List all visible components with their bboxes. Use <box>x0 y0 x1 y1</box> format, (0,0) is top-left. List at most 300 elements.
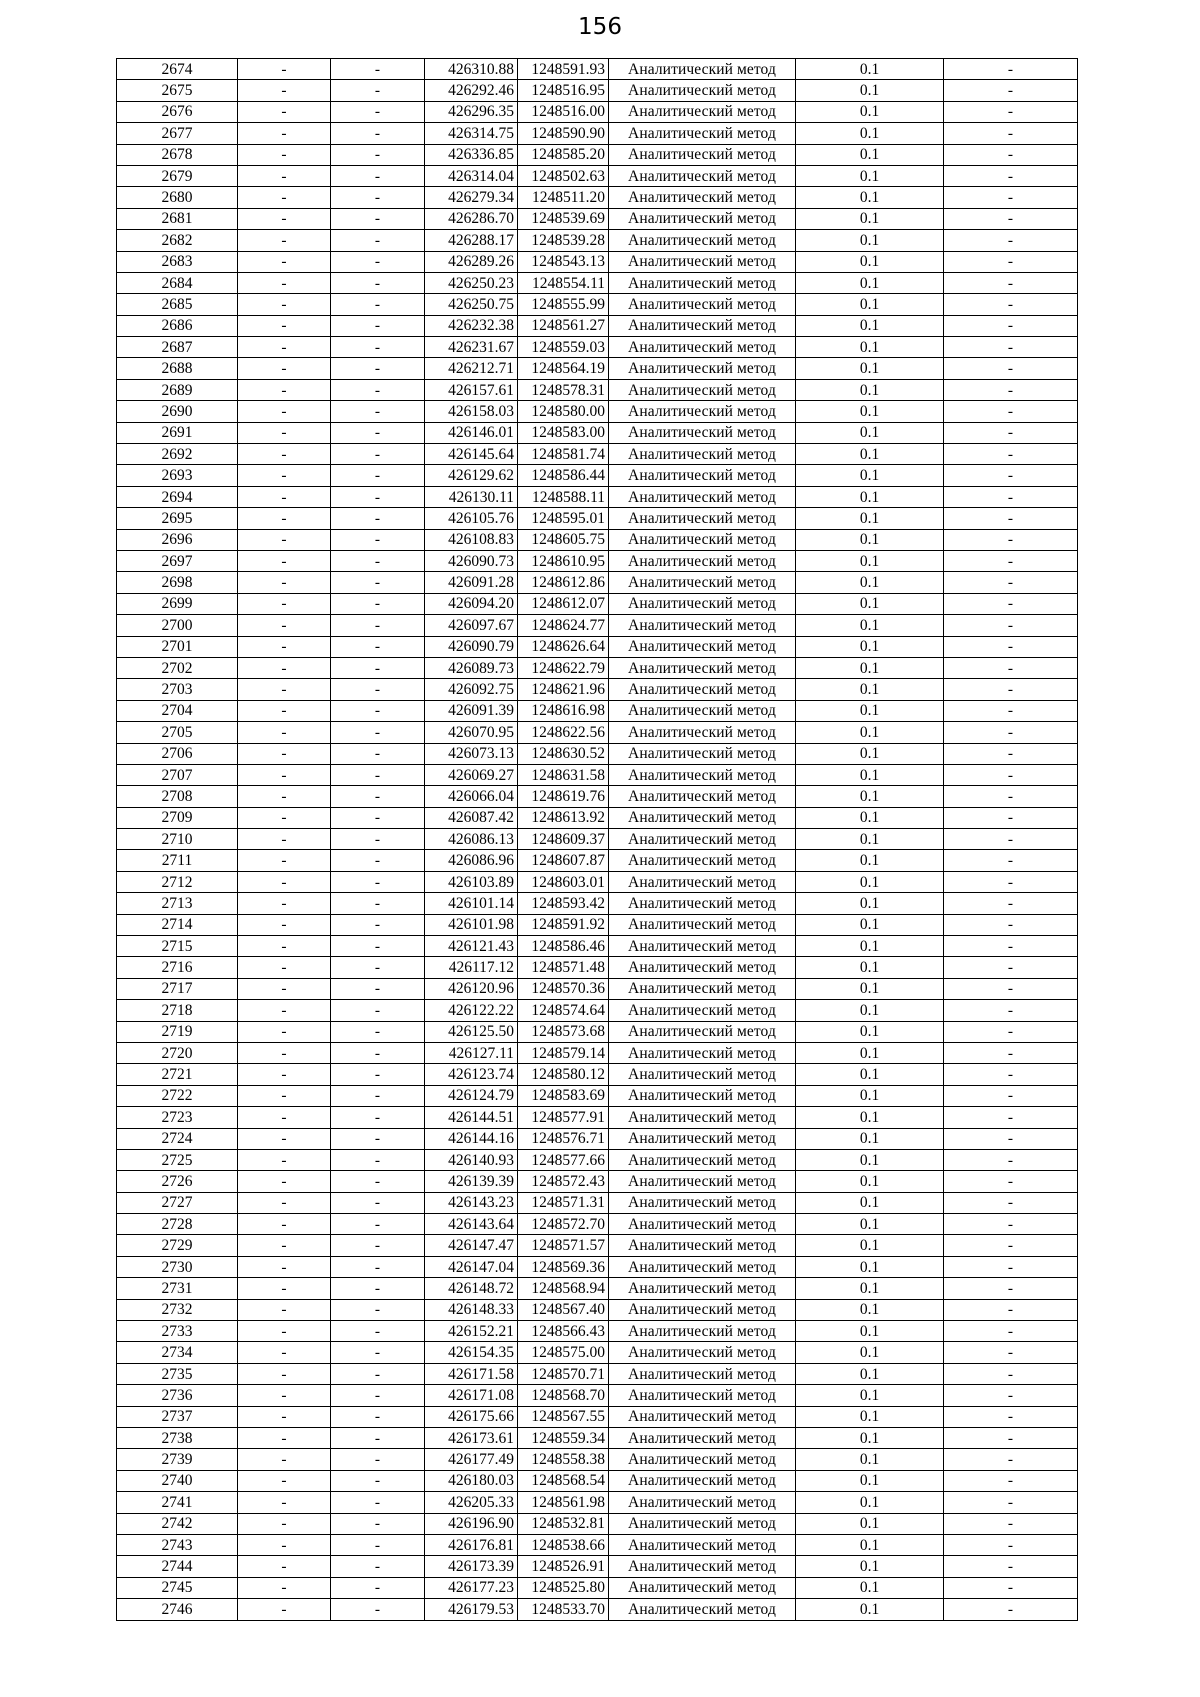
x-coordinate-cell: 426147.47 <box>425 1235 518 1256</box>
table-row <box>117 1385 1078 1406</box>
table-row <box>117 1192 1078 1213</box>
method-cell: Аналитический метод <box>609 101 796 122</box>
accuracy-cell: 0.1 <box>796 1149 944 1170</box>
table-row <box>117 550 1078 571</box>
dash-cell: - <box>331 936 425 957</box>
dash-cell: - <box>238 401 331 422</box>
dash-cell: - <box>944 572 1078 593</box>
point-number-cell: 2686 <box>117 315 238 336</box>
point-number-cell: 2685 <box>117 294 238 315</box>
dash-cell: - <box>238 978 331 999</box>
point-number-cell: 2675 <box>117 80 238 101</box>
x-coordinate-cell: 426180.03 <box>425 1470 518 1491</box>
accuracy-cell: 0.1 <box>796 936 944 957</box>
x-coordinate-cell: 426073.13 <box>425 743 518 764</box>
table-row <box>117 123 1078 144</box>
dash-cell: - <box>331 1492 425 1513</box>
y-coordinate-cell: 1248532.81 <box>518 1513 609 1534</box>
y-coordinate-cell: 1248571.31 <box>518 1192 609 1213</box>
method-cell: Аналитический метод <box>609 379 796 400</box>
x-coordinate-cell: 426250.23 <box>425 272 518 293</box>
y-coordinate-cell: 1248525.80 <box>518 1577 609 1598</box>
accuracy-cell: 0.1 <box>796 1128 944 1149</box>
dash-cell: - <box>944 1214 1078 1235</box>
x-coordinate-cell: 426091.39 <box>425 700 518 721</box>
table-row <box>117 1171 1078 1192</box>
accuracy-cell: 0.1 <box>796 957 944 978</box>
dash-cell: - <box>944 550 1078 571</box>
dash-cell: - <box>944 315 1078 336</box>
point-number-cell: 2674 <box>117 59 238 80</box>
point-number-cell: 2722 <box>117 1085 238 1106</box>
table-row <box>117 1406 1078 1427</box>
point-number-cell: 2687 <box>117 337 238 358</box>
table-row <box>117 444 1078 465</box>
point-number-cell: 2689 <box>117 379 238 400</box>
y-coordinate-cell: 1248580.12 <box>518 1064 609 1085</box>
dash-cell: - <box>238 1192 331 1213</box>
point-number-cell: 2712 <box>117 871 238 892</box>
dash-cell: - <box>238 1064 331 1085</box>
dash-cell: - <box>238 1556 331 1577</box>
x-coordinate-cell: 426179.53 <box>425 1599 518 1620</box>
dash-cell: - <box>331 550 425 571</box>
accuracy-cell: 0.1 <box>796 508 944 529</box>
dash-cell: - <box>944 465 1078 486</box>
table-row <box>117 1428 1078 1449</box>
dash-cell: - <box>238 914 331 935</box>
dash-cell: - <box>331 957 425 978</box>
dash-cell: - <box>238 1256 331 1277</box>
dash-cell: - <box>331 486 425 507</box>
method-cell: Аналитический метод <box>609 722 796 743</box>
dash-cell: - <box>331 230 425 251</box>
dash-cell: - <box>944 1278 1078 1299</box>
x-coordinate-cell: 426148.33 <box>425 1299 518 1320</box>
method-cell: Аналитический метод <box>609 508 796 529</box>
method-cell: Аналитический метод <box>609 1449 796 1470</box>
dash-cell: - <box>331 722 425 743</box>
x-coordinate-cell: 426154.35 <box>425 1342 518 1363</box>
accuracy-cell: 0.1 <box>796 978 944 999</box>
method-cell: Аналитический метод <box>609 1363 796 1384</box>
x-coordinate-cell: 426173.39 <box>425 1556 518 1577</box>
accuracy-cell: 0.1 <box>796 187 944 208</box>
table-row <box>117 144 1078 165</box>
point-number-cell: 2677 <box>117 123 238 144</box>
dash-cell: - <box>944 1064 1078 1085</box>
x-coordinate-cell: 426288.17 <box>425 230 518 251</box>
dash-cell: - <box>944 1042 1078 1063</box>
dash-cell: - <box>944 1470 1078 1491</box>
dash-cell: - <box>331 1042 425 1063</box>
method-cell: Аналитический метод <box>609 1128 796 1149</box>
table-row <box>117 422 1078 443</box>
dash-cell: - <box>331 914 425 935</box>
y-coordinate-cell: 1248571.57 <box>518 1235 609 1256</box>
dash-cell: - <box>331 1385 425 1406</box>
method-cell: Аналитический метод <box>609 936 796 957</box>
method-cell: Аналитический метод <box>609 1149 796 1170</box>
dash-cell: - <box>238 337 331 358</box>
dash-cell: - <box>944 1085 1078 1106</box>
dash-cell: - <box>944 294 1078 315</box>
method-cell: Аналитический метод <box>609 1042 796 1063</box>
x-coordinate-cell: 426232.38 <box>425 315 518 336</box>
dash-cell: - <box>944 208 1078 229</box>
x-coordinate-cell: 426123.74 <box>425 1064 518 1085</box>
accuracy-cell: 0.1 <box>796 144 944 165</box>
dash-cell: - <box>331 743 425 764</box>
dash-cell: - <box>944 1492 1078 1513</box>
dash-cell: - <box>238 550 331 571</box>
method-cell: Аналитический метод <box>609 123 796 144</box>
dash-cell: - <box>944 251 1078 272</box>
x-coordinate-cell: 426087.42 <box>425 807 518 828</box>
accuracy-cell: 0.1 <box>796 1599 944 1620</box>
table-row <box>117 1556 1078 1577</box>
dash-cell: - <box>331 444 425 465</box>
point-number-cell: 2727 <box>117 1192 238 1213</box>
x-coordinate-cell: 426066.04 <box>425 786 518 807</box>
table-row <box>117 1235 1078 1256</box>
point-number-cell: 2711 <box>117 850 238 871</box>
x-coordinate-cell: 426279.34 <box>425 187 518 208</box>
dash-cell: - <box>944 1000 1078 1021</box>
point-number-cell: 2693 <box>117 465 238 486</box>
dash-cell: - <box>331 1599 425 1620</box>
table-row <box>117 1599 1078 1620</box>
table-row <box>117 871 1078 892</box>
method-cell: Аналитический метод <box>609 743 796 764</box>
dash-cell: - <box>238 486 331 507</box>
dash-cell: - <box>331 1000 425 1021</box>
y-coordinate-cell: 1248511.20 <box>518 187 609 208</box>
dash-cell: - <box>944 1321 1078 1342</box>
dash-cell: - <box>944 1128 1078 1149</box>
table-row <box>117 358 1078 379</box>
table-row <box>117 572 1078 593</box>
accuracy-cell: 0.1 <box>796 1513 944 1534</box>
dash-cell: - <box>944 401 1078 422</box>
point-number-cell: 2682 <box>117 230 238 251</box>
y-coordinate-cell: 1248591.92 <box>518 914 609 935</box>
dash-cell: - <box>944 807 1078 828</box>
accuracy-cell: 0.1 <box>796 1534 944 1555</box>
dash-cell: - <box>944 957 1078 978</box>
x-coordinate-cell: 426144.51 <box>425 1107 518 1128</box>
dash-cell: - <box>944 1449 1078 1470</box>
dash-cell: - <box>331 294 425 315</box>
dash-cell: - <box>331 1449 425 1470</box>
table-row <box>117 1492 1078 1513</box>
method-cell: Аналитический метод <box>609 764 796 785</box>
dash-cell: - <box>944 829 1078 850</box>
dash-cell: - <box>238 679 331 700</box>
y-coordinate-cell: 1248566.43 <box>518 1321 609 1342</box>
point-number-cell: 2709 <box>117 807 238 828</box>
method-cell: Аналитический метод <box>609 315 796 336</box>
method-cell: Аналитический метод <box>609 786 796 807</box>
method-cell: Аналитический метод <box>609 978 796 999</box>
dash-cell: - <box>944 914 1078 935</box>
dash-cell: - <box>238 144 331 165</box>
dash-cell: - <box>331 1470 425 1491</box>
dash-cell: - <box>331 358 425 379</box>
y-coordinate-cell: 1248590.90 <box>518 123 609 144</box>
y-coordinate-cell: 1248572.43 <box>518 1171 609 1192</box>
dash-cell: - <box>944 1385 1078 1406</box>
dash-cell: - <box>238 722 331 743</box>
method-cell: Аналитический метод <box>609 593 796 614</box>
method-cell: Аналитический метод <box>609 208 796 229</box>
x-coordinate-cell: 426175.66 <box>425 1406 518 1427</box>
dash-cell: - <box>944 1577 1078 1598</box>
point-number-cell: 2739 <box>117 1449 238 1470</box>
point-number-cell: 2700 <box>117 615 238 636</box>
table-row <box>117 101 1078 122</box>
y-coordinate-cell: 1248538.66 <box>518 1534 609 1555</box>
y-coordinate-cell: 1248591.93 <box>518 59 609 80</box>
dash-cell: - <box>331 978 425 999</box>
y-coordinate-cell: 1248568.54 <box>518 1470 609 1491</box>
dash-cell: - <box>944 486 1078 507</box>
accuracy-cell: 0.1 <box>796 1577 944 1598</box>
table-row <box>117 1214 1078 1235</box>
dash-cell: - <box>331 123 425 144</box>
dash-cell: - <box>238 1534 331 1555</box>
point-number-cell: 2694 <box>117 486 238 507</box>
y-coordinate-cell: 1248631.58 <box>518 764 609 785</box>
point-number-cell: 2721 <box>117 1064 238 1085</box>
point-number-cell: 2744 <box>117 1556 238 1577</box>
dash-cell: - <box>944 379 1078 400</box>
y-coordinate-cell: 1248570.71 <box>518 1363 609 1384</box>
x-coordinate-cell: 426120.96 <box>425 978 518 999</box>
point-number-cell: 2705 <box>117 722 238 743</box>
x-coordinate-cell: 426286.70 <box>425 208 518 229</box>
dash-cell: - <box>944 101 1078 122</box>
y-coordinate-cell: 1248561.98 <box>518 1492 609 1513</box>
dash-cell: - <box>238 1321 331 1342</box>
y-coordinate-cell: 1248612.07 <box>518 593 609 614</box>
dash-cell: - <box>944 80 1078 101</box>
dash-cell: - <box>238 251 331 272</box>
table-row <box>117 508 1078 529</box>
x-coordinate-cell: 426129.62 <box>425 465 518 486</box>
y-coordinate-cell: 1248576.71 <box>518 1128 609 1149</box>
dash-cell: - <box>238 294 331 315</box>
dash-cell: - <box>331 401 425 422</box>
y-coordinate-cell: 1248572.70 <box>518 1214 609 1235</box>
table-row <box>117 272 1078 293</box>
y-coordinate-cell: 1248603.01 <box>518 871 609 892</box>
method-cell: Аналитический метод <box>609 893 796 914</box>
method-cell: Аналитический метод <box>609 679 796 700</box>
dash-cell: - <box>944 1406 1078 1427</box>
table-row <box>117 379 1078 400</box>
accuracy-cell: 0.1 <box>796 358 944 379</box>
table-body <box>117 59 1078 1621</box>
x-coordinate-cell: 426177.49 <box>425 1449 518 1470</box>
table-row <box>117 529 1078 550</box>
accuracy-cell: 0.1 <box>796 871 944 892</box>
accuracy-cell: 0.1 <box>796 636 944 657</box>
dash-cell: - <box>238 1342 331 1363</box>
method-cell: Аналитический метод <box>609 444 796 465</box>
x-coordinate-cell: 426145.64 <box>425 444 518 465</box>
dash-cell: - <box>238 1214 331 1235</box>
point-number-cell: 2678 <box>117 144 238 165</box>
method-cell: Аналитический метод <box>609 807 796 828</box>
dash-cell: - <box>944 444 1078 465</box>
table-row <box>117 1107 1078 1128</box>
accuracy-cell: 0.1 <box>796 593 944 614</box>
dash-cell: - <box>238 272 331 293</box>
accuracy-cell: 0.1 <box>796 1321 944 1342</box>
method-cell: Аналитический метод <box>609 294 796 315</box>
method-cell: Аналитический метод <box>609 1256 796 1277</box>
table-row <box>117 1363 1078 1384</box>
method-cell: Аналитический метод <box>609 1235 796 1256</box>
dash-cell: - <box>238 1042 331 1063</box>
point-number-cell: 2723 <box>117 1107 238 1128</box>
table-row <box>117 1085 1078 1106</box>
accuracy-cell: 0.1 <box>796 1042 944 1063</box>
dash-cell: - <box>331 165 425 186</box>
x-coordinate-cell: 426124.79 <box>425 1085 518 1106</box>
accuracy-cell: 0.1 <box>796 1107 944 1128</box>
point-number-cell: 2731 <box>117 1278 238 1299</box>
accuracy-cell: 0.1 <box>796 1235 944 1256</box>
accuracy-cell: 0.1 <box>796 572 944 593</box>
method-cell: Аналитический метод <box>609 1321 796 1342</box>
x-coordinate-cell: 426231.67 <box>425 337 518 358</box>
x-coordinate-cell: 426310.88 <box>425 59 518 80</box>
method-cell: Аналитический метод <box>609 1513 796 1534</box>
y-coordinate-cell: 1248595.01 <box>518 508 609 529</box>
dash-cell: - <box>238 315 331 336</box>
x-coordinate-cell: 426089.73 <box>425 657 518 678</box>
table-row <box>117 743 1078 764</box>
table-row <box>117 700 1078 721</box>
y-coordinate-cell: 1248577.66 <box>518 1149 609 1170</box>
x-coordinate-cell: 426314.04 <box>425 165 518 186</box>
y-coordinate-cell: 1248543.13 <box>518 251 609 272</box>
method-cell: Аналитический метод <box>609 636 796 657</box>
dash-cell: - <box>944 657 1078 678</box>
dash-cell: - <box>944 700 1078 721</box>
dash-cell: - <box>331 615 425 636</box>
dash-cell: - <box>238 529 331 550</box>
table-row <box>117 59 1078 80</box>
x-coordinate-cell: 426212.71 <box>425 358 518 379</box>
x-coordinate-cell: 426296.35 <box>425 101 518 122</box>
method-cell: Аналитический метод <box>609 1021 796 1042</box>
dash-cell: - <box>238 1470 331 1491</box>
x-coordinate-cell: 426121.43 <box>425 936 518 957</box>
x-coordinate-cell: 426289.26 <box>425 251 518 272</box>
dash-cell: - <box>944 358 1078 379</box>
y-coordinate-cell: 1248568.94 <box>518 1278 609 1299</box>
y-coordinate-cell: 1248573.68 <box>518 1021 609 1042</box>
x-coordinate-cell: 426177.23 <box>425 1577 518 1598</box>
method-cell: Аналитический метод <box>609 465 796 486</box>
dash-cell: - <box>331 208 425 229</box>
method-cell: Аналитический метод <box>609 572 796 593</box>
accuracy-cell: 0.1 <box>796 80 944 101</box>
x-coordinate-cell: 426094.20 <box>425 593 518 614</box>
dash-cell: - <box>331 850 425 871</box>
x-coordinate-cell: 426101.98 <box>425 914 518 935</box>
dash-cell: - <box>331 700 425 721</box>
method-cell: Аналитический метод <box>609 1107 796 1128</box>
point-number-cell: 2737 <box>117 1406 238 1427</box>
point-number-cell: 2697 <box>117 550 238 571</box>
y-coordinate-cell: 1248526.91 <box>518 1556 609 1577</box>
method-cell: Аналитический метод <box>609 615 796 636</box>
dash-cell: - <box>944 1256 1078 1277</box>
dash-cell: - <box>331 1342 425 1363</box>
x-coordinate-cell: 426143.23 <box>425 1192 518 1213</box>
y-coordinate-cell: 1248588.11 <box>518 486 609 507</box>
point-number-cell: 2701 <box>117 636 238 657</box>
y-coordinate-cell: 1248585.20 <box>518 144 609 165</box>
point-number-cell: 2733 <box>117 1321 238 1342</box>
point-number-cell: 2741 <box>117 1492 238 1513</box>
y-coordinate-cell: 1248567.40 <box>518 1299 609 1320</box>
dash-cell: - <box>331 379 425 400</box>
point-number-cell: 2742 <box>117 1513 238 1534</box>
method-cell: Аналитический метод <box>609 1534 796 1555</box>
y-coordinate-cell: 1248622.79 <box>518 657 609 678</box>
method-cell: Аналитический метод <box>609 80 796 101</box>
dash-cell: - <box>331 251 425 272</box>
method-cell: Аналитический метод <box>609 1278 796 1299</box>
accuracy-cell: 0.1 <box>796 1064 944 1085</box>
dash-cell: - <box>944 144 1078 165</box>
dash-cell: - <box>944 187 1078 208</box>
dash-cell: - <box>238 572 331 593</box>
point-number-cell: 2743 <box>117 1534 238 1555</box>
dash-cell: - <box>944 529 1078 550</box>
dash-cell: - <box>944 679 1078 700</box>
point-number-cell: 2716 <box>117 957 238 978</box>
dash-cell: - <box>238 101 331 122</box>
point-number-cell: 2702 <box>117 657 238 678</box>
y-coordinate-cell: 1248609.37 <box>518 829 609 850</box>
y-coordinate-cell: 1248579.14 <box>518 1042 609 1063</box>
method-cell: Аналитический метод <box>609 1577 796 1598</box>
dash-cell: - <box>238 1513 331 1534</box>
y-coordinate-cell: 1248593.42 <box>518 893 609 914</box>
x-coordinate-cell: 426103.89 <box>425 871 518 892</box>
accuracy-cell: 0.1 <box>796 1492 944 1513</box>
point-number-cell: 2684 <box>117 272 238 293</box>
method-cell: Аналитический метод <box>609 1428 796 1449</box>
dash-cell: - <box>238 1235 331 1256</box>
dash-cell: - <box>331 657 425 678</box>
dash-cell: - <box>944 1363 1078 1384</box>
dash-cell: - <box>944 786 1078 807</box>
x-coordinate-cell: 426127.11 <box>425 1042 518 1063</box>
x-coordinate-cell: 426139.39 <box>425 1171 518 1192</box>
table-row <box>117 486 1078 507</box>
table-row <box>117 957 1078 978</box>
table-row <box>117 893 1078 914</box>
point-number-cell: 2745 <box>117 1577 238 1598</box>
table-row <box>117 1342 1078 1363</box>
